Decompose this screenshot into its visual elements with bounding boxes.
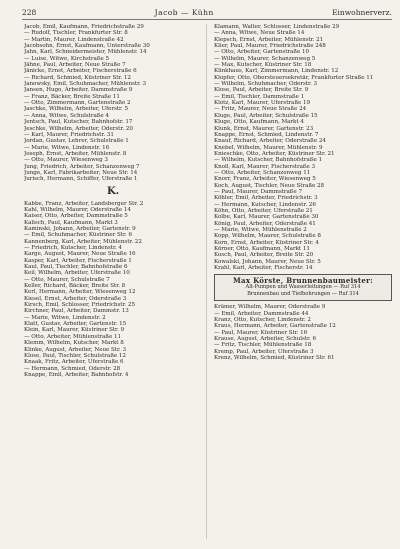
running-head: Jacob — Kühn bbox=[154, 7, 214, 17]
directory-entry: Knieschke, Otto, Arbeiter, Küstriner Str. 21 bbox=[214, 150, 335, 157]
directory-entry: — Anna, Witwe, Neue Straße 14 bbox=[214, 30, 305, 37]
directory-entry: Jeschke, Wilhelm, Arbeiter, Oderstr. 20 bbox=[24, 125, 133, 132]
directory-entry: — Anna, Witwe, Schulstraße 4 bbox=[24, 112, 109, 119]
directory-entry: — Hermann, Schmied, Oderstr. 28 bbox=[24, 365, 121, 372]
directory-entry: — Emil, Arbeiter, Dammstraße 44 bbox=[214, 310, 309, 317]
directory-entry: Jänicke, Ernst, Arbeiter, Fischerstraße 6 bbox=[24, 68, 137, 75]
directory-entry: Jahn, Karl, Schneidermeister, Mühlenstr. 14 bbox=[24, 49, 147, 56]
directory-entry: Karge, August, Maurer, Neue Straße 16 bbox=[24, 251, 136, 258]
directory-entry: Kremp, Paul, Arbeiter, Uferstraße 3 bbox=[214, 348, 314, 355]
directory-entry: Kirsch, Emil, Schlosser, Friedrichstr. 25 bbox=[24, 302, 135, 309]
directory-entry: Kalisch, Paul, Kaufmann, Markt 3 bbox=[24, 219, 118, 226]
directory-entry: Jansen, Hugo, Arbeiter, Dammstraße 9 bbox=[24, 87, 133, 94]
directory-entry: Kluge, Otto, Kaufmann, Markt 4 bbox=[214, 119, 304, 126]
directory-entry: Kannenberg, Karl, Arbeiter, Mühlenstr. 22 bbox=[24, 238, 142, 245]
advertisement-box bbox=[214, 274, 392, 301]
directory-entry: — Marie, Witwe, Lindenstr. 16 bbox=[24, 144, 110, 151]
directory-entry: — Hermann, Kutscher, Lindenstr. 26 bbox=[214, 201, 316, 208]
directory-entry: Kaul, Paul, Tischler, Bahnhofstraße 6 bbox=[24, 264, 128, 271]
directory-entry: Krahl, Karl, Arbeiter, Fischerstr. 14 bbox=[214, 265, 313, 272]
directory-entry: — Friedrich, Kutscher, Lindenstr. 4 bbox=[24, 245, 122, 251]
directory-entry: Jentsch, Paul, Kutscher, Bahnhofstr. 17 bbox=[24, 119, 133, 126]
directory-entry: Krause, August, Arbeiter, Schulstr. 6 bbox=[214, 336, 316, 343]
directory-entry: — Otto, Arbeiter, Schanzenweg 11 bbox=[214, 169, 311, 176]
directory-entry: Köhler, Emil, Arbeiter, Friedrichstr. 3 bbox=[214, 195, 318, 202]
directory-entry: Knorr, Franz, Arbeiter, Wiesenweg 5 bbox=[214, 176, 316, 183]
directory-entry: Kluge, Paul, Arbeiter, Schulstraße 15 bbox=[214, 112, 318, 119]
directory-entry: — Paul, Maurer, Küstriner Str. 16 bbox=[214, 329, 308, 336]
directory-entry: — Richard, Schmied, Küstriner Str. 12 bbox=[24, 74, 131, 81]
directory-entry: — Wilhelm, Schuhmacher, Oderstr. 3 bbox=[214, 81, 317, 88]
directory-entry: Kabbe, Franz, Arbeiter, Landsberger Str. 2 bbox=[24, 200, 144, 207]
ad-line-1: Alt-Pumpen und Wasserleitungen — Ruf 314 bbox=[245, 284, 361, 291]
directory-entry: Kopp, Wilhelm, Maurer, Schulstraße 8 bbox=[214, 233, 321, 240]
directory-entry: Keil, Wilhelm, Arbeiter, Uferstraße 10 bbox=[24, 270, 130, 277]
column-divider bbox=[206, 24, 207, 539]
directory-entry: Köhn, Otto, Arbeiter, Uferstraße 21 bbox=[214, 207, 313, 214]
directory-entry: Jung, Friedrich, Arbeiter, Schanzenweg 7 bbox=[24, 163, 140, 170]
directory-entry: — Franz, Bäcker, Breite Straße 11 bbox=[24, 93, 120, 100]
left-column bbox=[24, 24, 202, 378]
ad-line-2: Brunnenbau und Tiefbohrungen — Ruf 314 bbox=[247, 291, 359, 298]
directory-entry: Klose, Paul, Arbeiter, Breite Str. 9 bbox=[214, 87, 309, 94]
directory-entry: Knaak, Fritz, Arbeiter, Uferstraße 6 bbox=[24, 359, 124, 366]
directory-entry: Knappe, Emil, Arbeiter, Bahnhofstr. 4 bbox=[24, 371, 129, 378]
directory-entry: Kirchner, Paul, Arbeiter, Dammstr. 13 bbox=[24, 308, 129, 315]
directory-entry: Jacob, Emil, Kaufmann, Friedrichstraße 29 bbox=[24, 24, 144, 30]
directory-entry: — Fritz, Maurer, Neue Straße 24 bbox=[214, 106, 307, 113]
directory-entry: Jähne, Paul, Arbeiter, Neue Straße 7 bbox=[24, 62, 126, 69]
directory-entry: Krenz, Wilhelm, Schmied, Küstriner Str. 61 bbox=[214, 355, 335, 362]
directory-entry: Korn, Ernst, Arbeiter, Küstriner Str. 4 bbox=[214, 239, 319, 246]
directory-entry: Kiesel, Ernst, Arbeiter, Oderstraße 3 bbox=[24, 295, 127, 302]
directory-entry: Joseph, Ernst, Arbeiter, Mühlenstr. 8 bbox=[24, 150, 127, 157]
directory-entry: Krämer, Wilhelm, Maurer, Oderstraße 9 bbox=[214, 304, 326, 311]
directory-entry: Kraus, Hermann, Arbeiter, Gartenstraße 12 bbox=[214, 323, 336, 330]
directory-entry: — Emil, Tischler, Dammstraße 1 bbox=[214, 93, 305, 100]
ad-name: Max Körste, Brunnenbaumeister: bbox=[232, 276, 374, 286]
left-entries-b bbox=[24, 201, 202, 379]
directory-entry: Klotz, Karl, Maurer, Uferstraße 19 bbox=[214, 100, 311, 107]
directory-entry: — Martin, Maurer, Lindenstraße 42 bbox=[24, 36, 124, 43]
directory-entry: — Karl, Maurer, Friedrichstr. 31 bbox=[24, 131, 114, 138]
directory-entry: Knappe, Ernst, Schmied, Lindenstr. 7 bbox=[214, 131, 319, 138]
directory-entry: König, Paul, Arbeiter, Oderstraße 41 bbox=[214, 220, 316, 227]
directory-entry: Jordan, Gustav, Lehrer, Schulstraße 1 bbox=[24, 138, 129, 145]
directory-entry: Klemm, Wilhelm, Kutscher, Markt 8 bbox=[24, 340, 124, 347]
directory-entry: — Otto, Arbeiter, Mühlenstraße 11 bbox=[24, 333, 121, 340]
directory-entry: Kaminski, Johann, Arbeiter, Gartenstr. 9 bbox=[24, 225, 136, 232]
directory-entry: — Marie, Witwe, Mühlenstraße 2 bbox=[214, 227, 307, 233]
directory-entry: Koch, August, Tischler, Neue Straße 28 bbox=[214, 182, 325, 189]
directory-entry: — Paul, Maurer, Dammstraße 7 bbox=[214, 188, 302, 195]
directory-entry: Klamann, Walter, Schlosser, Lindenstraße 29 bbox=[214, 24, 340, 30]
directory-entry: Jurisch, Hermann, Schiffer, Uferstraße 1 bbox=[24, 176, 138, 183]
directory-entry: Klinke, August, Arbeiter, Neue Str. 3 bbox=[24, 346, 126, 353]
directory-entry: Keller, Richard, Bäcker, Breite Str. 8 bbox=[24, 283, 126, 290]
directory-entry: Klinkhaus, Karl, Zimmermann, Lindenstr. 12 bbox=[214, 68, 339, 75]
directory-entry: Klunk, Ernst, Maurer, Gartenstr. 23 bbox=[214, 125, 314, 132]
directory-entry: — Wilhelm, Maurer, Schanzenweg 5 bbox=[214, 55, 316, 62]
left-entries-a bbox=[24, 24, 202, 183]
directory-entry: — Luise, Witwe, Kirchstraße 5 bbox=[24, 55, 109, 62]
directory-entry: Klopfer, Otto, Obersteuersekretär, Frankfurter Straße 11 bbox=[214, 74, 374, 81]
directory-entry: Klepsch, Ernst, Arbeiter, Mühlenstr. 21 bbox=[214, 36, 324, 43]
directory-entry: Knebel, Wilhelm, Maurer, Mühlenstr. 9 bbox=[214, 144, 323, 151]
directory-entry: — Otto, Zimmermann, Gartenstraße 2 bbox=[24, 100, 131, 107]
right-entries-b bbox=[214, 304, 392, 361]
directory-entry: Kerl, Hermann, Arbeiter, Wiesenweg 12 bbox=[24, 289, 136, 296]
directory-entry: Jacobsohn, Ernst, Kaufmann, Unterstraße 30 bbox=[24, 43, 150, 50]
directory-entry: Körner, Otto, Kaufmann, Markt 11 bbox=[214, 246, 310, 253]
directory-entry: — Emil, Schuhmacher, Küstriner Str. 6 bbox=[24, 232, 132, 239]
right-column bbox=[214, 24, 392, 362]
directory-entry: — Marie, Witwe, Lindenstr. 2 bbox=[24, 314, 106, 321]
directory-entry: — Fritz, Tischler, Mühlenstraße 18 bbox=[214, 342, 312, 349]
directory-entry: Kasper, Karl, Arbeiter, Fischerstraße 1 bbox=[24, 257, 132, 264]
directory-entry: Kranz, Otto, Kutscher, Lindenstr. 2 bbox=[214, 317, 311, 324]
directory-entry: Klier, Paul, Maurer, Friedrichstraße 248 bbox=[214, 43, 326, 50]
directory-entry: — Otto, Maurer, Schulstraße 7 bbox=[24, 276, 110, 283]
directory-entry: Klatt, Gustav, Arbeiter, Gartenstr. 15 bbox=[24, 321, 127, 328]
directory-entry: — Otto, Arbeiter, Gartenstraße 10 bbox=[214, 49, 310, 56]
directory-entry: Knauf, Richard, Arbeiter, Oderstraße 24 bbox=[214, 138, 326, 145]
directory-entry: Knoll, Karl, Maurer, Fischerstraße 3 bbox=[214, 163, 316, 170]
directory-entry: Klose, Paul, Tischler, Schulstraße 12 bbox=[24, 352, 126, 359]
directory-entry: Junge, Karl, Fabrikarbeiter, Neue Str. 14 bbox=[24, 169, 138, 176]
directory-entry: Kolbe, Karl, Maurer, Gartenstraße 30 bbox=[214, 214, 319, 221]
directory-entry: — Max, Kutscher, Küstriner Str. 18 bbox=[214, 62, 312, 69]
directory-entry: Kahl, Wilhelm, Maurer, Oderstraße 14 bbox=[24, 206, 131, 213]
section-letter: K. bbox=[106, 185, 120, 197]
directory-entry: Klein, Karl, Maurer, Küstriner Str. 9 bbox=[24, 327, 125, 334]
page-header bbox=[22, 5, 392, 19]
header-rule bbox=[22, 19, 392, 20]
directory-entry: — Wilhelm, Kutscher, Bahnhofstraße 1 bbox=[214, 157, 323, 164]
directory-entry: Kosch, Paul, Arbeiter, Breite Str. 20 bbox=[214, 252, 314, 259]
page-number: 228 bbox=[22, 7, 37, 17]
directory-entry: Jaschke, Wilhelm, Arbeiter, Uferstr. 5 bbox=[24, 106, 128, 113]
right-entries-a bbox=[214, 24, 392, 271]
directory-entry: — Otto, Maurer, Wiesenweg 3 bbox=[24, 157, 108, 164]
running-head-right: Einwohnerverz. bbox=[332, 7, 392, 17]
directory-entry: — Rudolf, Tischler, Frankfurter Str. 8 bbox=[24, 30, 128, 37]
directory-entry: Kaiser, Otto, Arbeiter, Dammstraße 5 bbox=[24, 213, 128, 220]
directory-entry: Kowalski, Johann, Maurer, Neue Str. 5 bbox=[214, 258, 321, 265]
directory-entry: Janowsky, Emil, Schuhmacher, Mühlenstr. 3 bbox=[24, 81, 147, 88]
